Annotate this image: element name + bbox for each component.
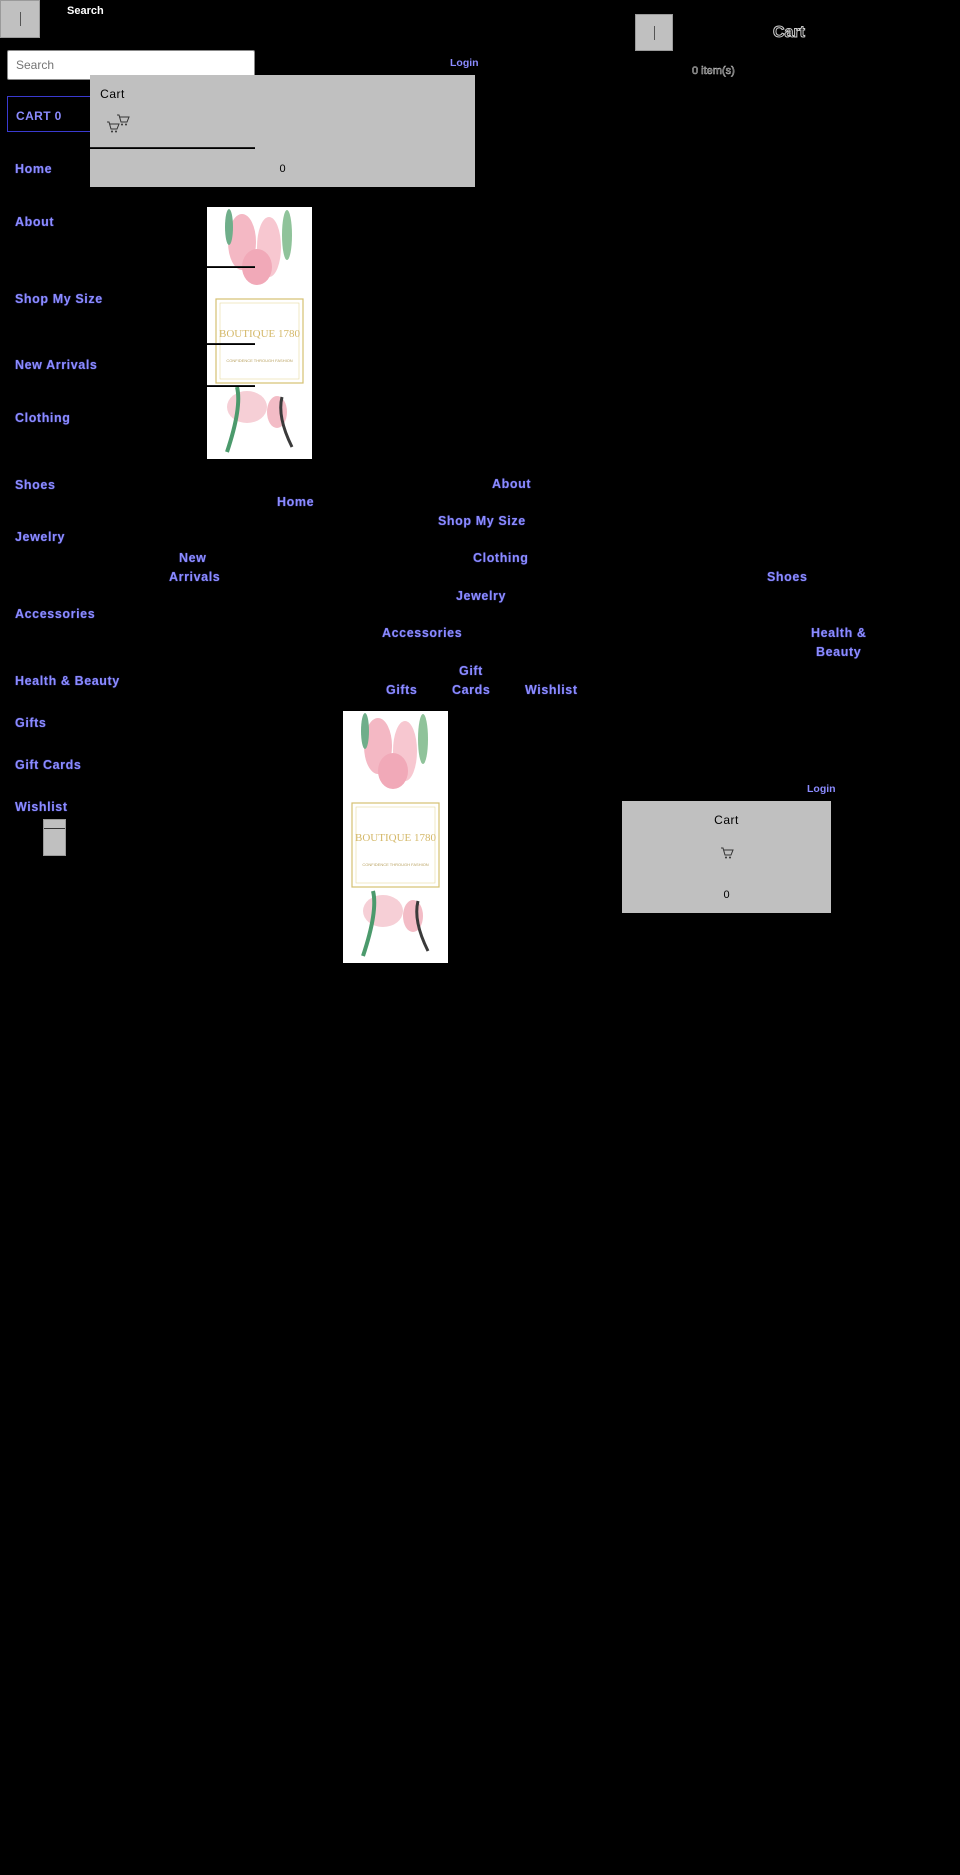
login-link[interactable]: Login [450,57,479,69]
store-logo[interactable] [207,207,312,459]
sidebar-item-gifts[interactable]: Gifts [15,716,47,730]
cart-icon [116,113,130,131]
menu-toggle-button[interactable] [0,0,40,38]
divider [44,828,65,829]
nav-about[interactable]: About [492,477,532,491]
cart-heading: Cart [773,24,806,41]
cart-items-count: 0 item(s) [692,65,735,77]
sidebar-item-gift-cards[interactable]: Gift Cards [15,758,82,772]
sidebar-item-new-arrivals[interactable]: New Arrivals [15,358,98,372]
nav-wishlist[interactable]: Wishlist [525,683,578,697]
nav-clothing[interactable]: Clothing [473,551,529,565]
divider [90,147,255,149]
nav-arrivals[interactable]: Arrivals [169,570,221,584]
logo-image [343,711,448,963]
logo-image [207,207,312,459]
sidebar-item-wishlist[interactable]: Wishlist [15,800,68,814]
cart-widget-count: 0 [723,889,730,901]
nav-beauty[interactable]: Beauty [816,645,862,659]
divider [207,266,255,268]
nav-accessories[interactable]: Accessories [382,626,463,640]
sidebar-item-about[interactable]: About [15,215,55,229]
search-heading: Search [67,5,104,17]
nav-health[interactable]: Health & [811,626,867,640]
cart-widget-label: Cart [100,87,125,101]
nav-new[interactable]: New [179,551,207,565]
menu-icon [20,12,21,26]
menu-icon [654,26,655,40]
sidebar-item-jewelry[interactable]: Jewelry [15,530,66,544]
cart-count-label: CART 0 [16,109,62,123]
sidebar-item-health-beauty[interactable]: Health & Beauty [15,674,120,688]
nav-cards[interactable]: Cards [452,683,491,697]
nav-shoes[interactable]: Shoes [767,570,808,584]
nav-gifts[interactable]: Gifts [386,683,418,697]
logo-tagline: CONFIDENCE THROUGH FASHION [362,862,429,867]
cart-widget-main[interactable] [622,801,831,913]
sidebar-item-shop-my-size[interactable]: Shop My Size [15,292,103,306]
sidebar-item-shoes[interactable]: Shoes [15,478,56,492]
nav-home[interactable]: Home [277,495,315,509]
store-logo-main[interactable] [343,711,448,963]
cart-icon [622,847,831,862]
cart-widget-count: 0 [279,163,286,175]
sidebar-item-home[interactable]: Home [15,162,53,176]
divider [207,343,255,345]
sidebar-close-button[interactable] [43,819,66,856]
sidebar-item-clothing[interactable]: Clothing [15,411,71,425]
cart-toggle-button[interactable] [635,14,673,51]
nav-shop-my-size[interactable]: Shop My Size [438,514,526,528]
sidebar-item-accessories[interactable]: Accessories [15,607,96,621]
divider [207,385,255,387]
cart-icon [0,121,305,136]
logo-title: BOUTIQUE 1780 [219,328,300,340]
logo-title: BOUTIQUE 1780 [355,832,436,844]
cart-widget[interactable] [90,75,475,187]
login-link-main[interactable]: Login [807,783,836,795]
cart-widget-label: Cart [714,813,739,827]
logo-tagline: CONFIDENCE THROUGH FASHION [226,358,293,363]
nav-jewelry[interactable]: Jewelry [456,589,507,603]
nav-gift[interactable]: Gift [459,664,483,678]
